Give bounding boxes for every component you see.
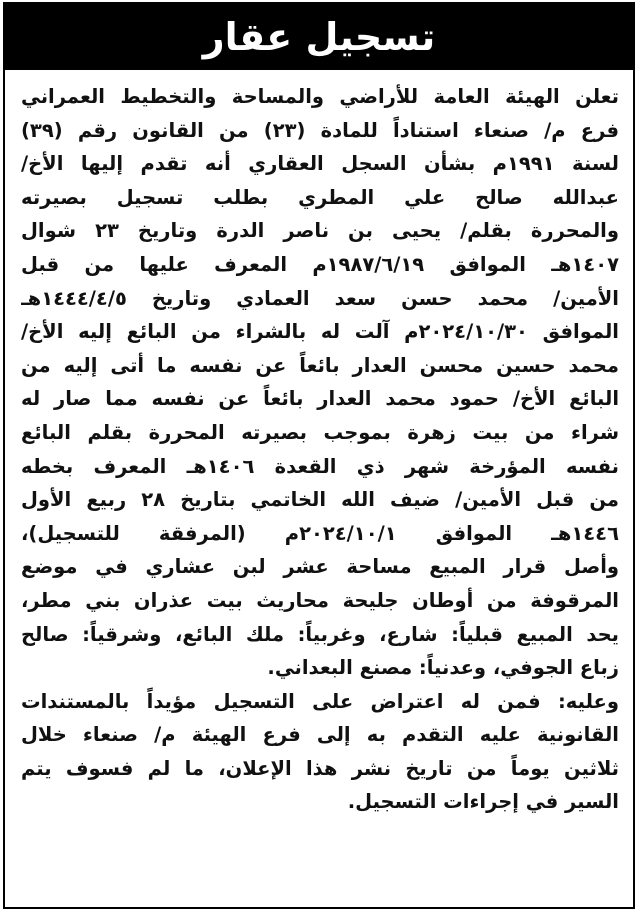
notice-line: ١٤٠٧هـ الموافق ١٩٨٧/٦/١٩م المعرف عليها من قبل — [21, 252, 619, 276]
notice-line: البائع الأخ/ حمود محمد العدار بائعاً عن نفسه مما صار له — [21, 387, 619, 411]
notice-line: الأمين/ محمد حسن سعد العمادي وتاريخ ١٤٤٤/٤/٥هـ — [21, 286, 619, 310]
notice-line: ١٤٤٦هـ الموافق ٢٠٢٤/١٠/١م (المرفقة للتسجيل)، — [21, 521, 619, 545]
notice-line: ثلاثين يوماً من تاريخ نشر هذا الإعلان، ما لم فسوف يتم — [21, 756, 619, 780]
notice-line: تعلن الهيئة العامة للأراضي والمساحة والتخطيط العمراني — [21, 85, 619, 108]
notice-line: لسنة ١٩٩١م بشأن السجل العقاري أنه تقدم إليها الأخ/ — [21, 152, 619, 176]
notice-line: فرع م/ صنعاء استناداً للمادة (٢٣) من القانون رقم (٣٩) — [21, 118, 619, 142]
notice-line: المرقوفة من أوطان جليحة محاريث بيت عذران بني مطر، — [21, 588, 619, 612]
notice-line: والمحررة بقلم/ يحيى بن ناصر الدرة وتاريخ ٢٣ شوال — [21, 219, 619, 243]
notice-line: عبدالله صالح علي المطري بطلب تسجيل بصيرته — [21, 185, 619, 209]
notice-line: يحد المبيع قبلياً: شارع، وغربياً: ملك البائع، وشرقياً: صالح — [21, 622, 619, 646]
notice-line: القانونية عليه التقدم به إلى فرع الهيئة م/ صنعاء خلال — [21, 723, 619, 747]
notice-line: نفسه المؤرخة شهر ذي القعدة ١٤٠٦هـ المعرف بخطه — [21, 454, 619, 478]
notice-box — [3, 2, 635, 909]
notice-line: السير في إجراءات التسجيل. — [347, 790, 619, 814]
notice-body — [5, 70, 633, 819]
title-bar — [5, 4, 633, 70]
notice-line: وأصل قرار المبيع مساحة عشر لبن عشاري في موضع — [21, 555, 619, 579]
notice-line: وعليه: فمن له اعتراض على التسجيل مؤيداً بالمستندات — [21, 689, 619, 713]
notice-line: زباع الجوفي، وعدنياً: مصنع البعداني. — [267, 656, 619, 680]
notice-line: محمد حسين محسن العدار بائعاً عن نفسه ما أتى إليه من — [21, 353, 619, 377]
notice-line: من قبل الأمين/ ضيف الله الخاتمي بتاريخ ٢٨ ربيع الأول — [21, 488, 619, 512]
notice-line: شراء من بيت زهرة بموجب بصيرته المحررة بقلم البائع — [21, 420, 619, 444]
notice-title: تسجيل عقار — [202, 15, 436, 59]
notice-line: الموافق ٢٠٢٤/١٠/٣٠م آلت له بالشراء من البائع إليه الأخ/ — [21, 320, 619, 344]
